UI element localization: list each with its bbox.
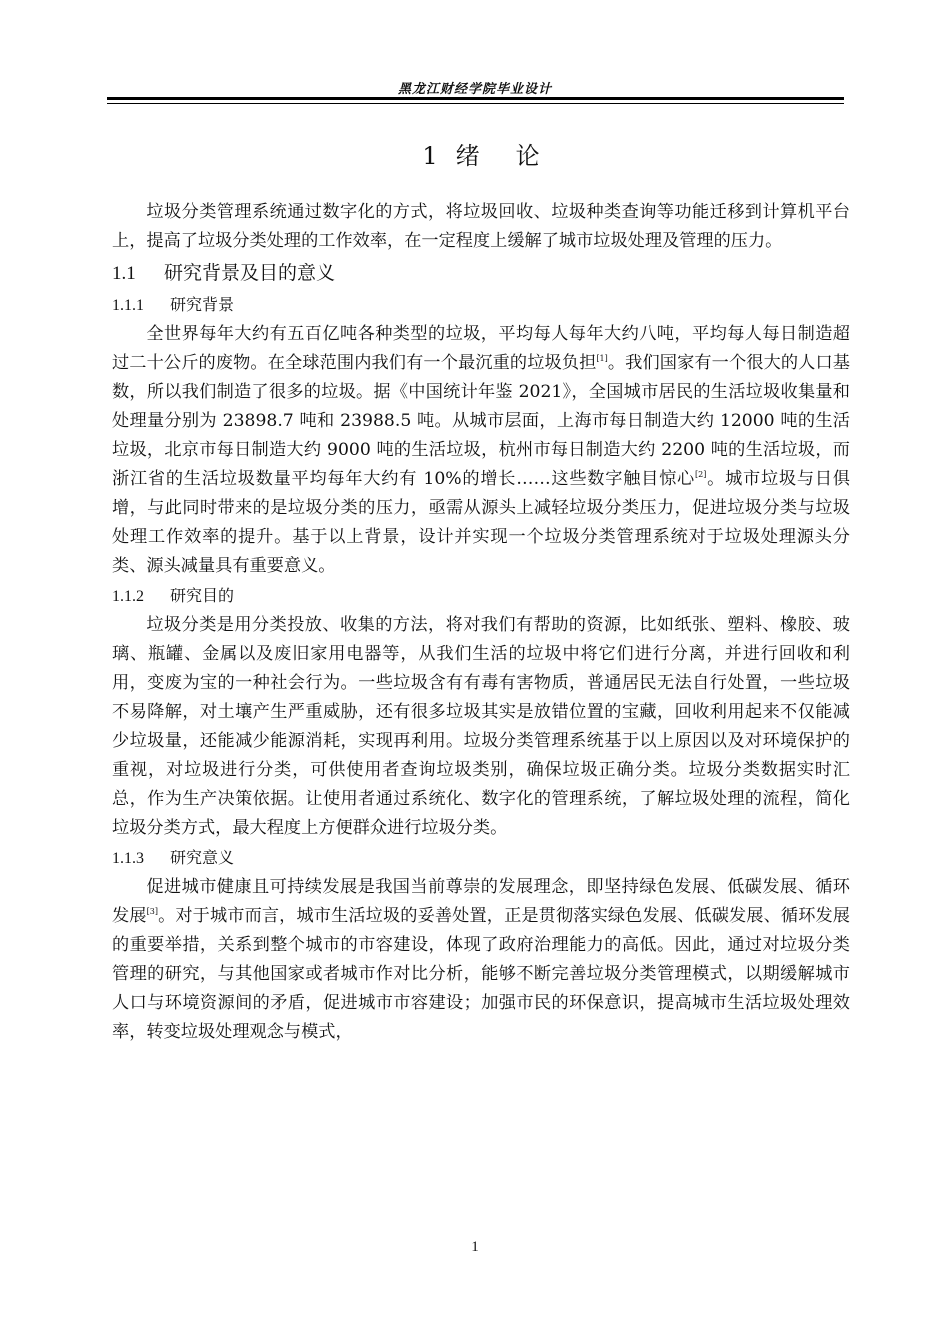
- chapter-title-part1: 绪: [455, 142, 480, 170]
- purpose-paragraph: 垃圾分类是用分类投放、收集的方法，将对我们有帮助的资源，比如纸张、塑料、橡胶、玻璃、瓶罐、金属以及废旧家用电器等，从我们生活的垃圾中将它们进行分离，并进行回收和利用，变废为宝的一种社会行为。一些垃圾含有有毒有害物质，普通居民无法自行处置，一些垃圾不易降解，对土壤产生严重威胁，还有很多垃圾其实是放错位置的宝藏，回收利用起来不仅能减少垃圾量，还能减少能源消耗，实现再利用。垃圾分类管理系统基于以上原因以及对环境保护的重视，对垃圾进行分类，可供使用者查询垃圾类别，确保垃圾正确分类。垃圾分类数据实时汇总，作为生产决策依据。让使用者通过系统化、数字化的管理系统，了解垃圾处理的流程，简化垃圾分类方式，最大程度上方便群众进行垃圾分类。: [112, 615, 850, 838]
- citation-ref: [2]: [695, 470, 707, 479]
- intro-paragraph: 垃圾分类管理系统通过数字化的方式，将垃圾回收、垃圾种类查询等功能迁移到计算机平台上，提高了垃圾分类处理的工作效率，在一定程度上缓解了城市垃圾处理及管理的压力。: [112, 202, 850, 251]
- citation-ref: [1]: [596, 354, 608, 363]
- subsection-title: 研究背景: [170, 295, 235, 314]
- header-rule-thin: [107, 103, 844, 104]
- text-run: 全世界每年大约有五百亿吨各种类型的垃圾，平均每人每年大约八吨，平均每人每日制造超过二十公斤的废物。在全球范围内我们有一个最沉重的垃圾负担: [112, 324, 850, 373]
- chapter-number: 1: [422, 142, 438, 170]
- subsection-number: 1.1.1: [112, 297, 144, 314]
- running-header: 黑龙江财经学院毕业设计: [397, 82, 552, 97]
- page-content: [112, 140, 850, 1047]
- text-run: 。城市垃圾与日俱增，与此同时带来的是垃圾分类的压力，亟需从源头上减轻垃圾分类压力，促进垃圾分类与垃圾处理工作效率的提升。基于以上背景，设计并实现一个垃圾分类管理系统对于垃圾处理源头分类、源头减量具有重要意义。: [112, 469, 850, 576]
- text-run: 促进城市健康且可持续发展是我国当前尊崇的发展理念，即坚持绿色发展、低碳发展、循环发展: [112, 877, 850, 926]
- subsection-title: 研究意义: [170, 848, 235, 867]
- section-number: 1.1: [112, 263, 136, 284]
- header-rule-thick: [107, 97, 844, 100]
- section-heading-1-1: [112, 256, 850, 290]
- background-paragraph: [112, 320, 850, 581]
- citation-ref: [3]: [146, 907, 158, 916]
- page-number: 1: [471, 1239, 479, 1255]
- text-run: 。我们国家有一个很大的人口基数，所以我们制造了很多的垃圾。据《中国统计年鉴 2021》，全国城市居民的生活垃圾收集量和处理量分别为 23898.7 吨和 23988.5 吨。从城市层面，上海市每日制造大约 12000 吨的生活垃圾，北京市每日制造大约 9000 吨的生活垃圾，杭州市每日制造大约 2200 吨的生活垃圾，而浙江省的生活垃圾数量平均每年大约有 10%的增长……这些数字触目惊心: [112, 353, 850, 489]
- subsection-number: 1.1.2: [112, 588, 144, 605]
- subsection-heading-1-1-3: [112, 843, 850, 873]
- significance-paragraph: [112, 873, 850, 1047]
- section-title: 研究背景及目的意义: [164, 262, 336, 284]
- chapter-title: [112, 140, 850, 172]
- text-run: 。对于城市而言，城市生活垃圾的妥善处置，正是贯彻落实绿色发展、低碳发展、循环发展的重要举措，关系到整个城市的市容建设，体现了政府治理能力的高低。因此，通过对垃圾分类管理的研究，与其他国家或者城市作对比分析，能够不断完善垃圾分类管理模式，以期缓解城市人口与环境资源间的矛盾，促进城市市容建设；加强市民的环保意识，提高城市生活垃圾处理效率，转变垃圾处理观念与模式，: [112, 906, 850, 1042]
- subsection-title: 研究目的: [170, 586, 235, 605]
- subsection-heading-1-1-2: [112, 581, 850, 611]
- subsection-number: 1.1.3: [112, 850, 144, 867]
- chapter-title-part2: 论: [515, 142, 540, 170]
- subsection-heading-1-1-1: [112, 290, 850, 320]
